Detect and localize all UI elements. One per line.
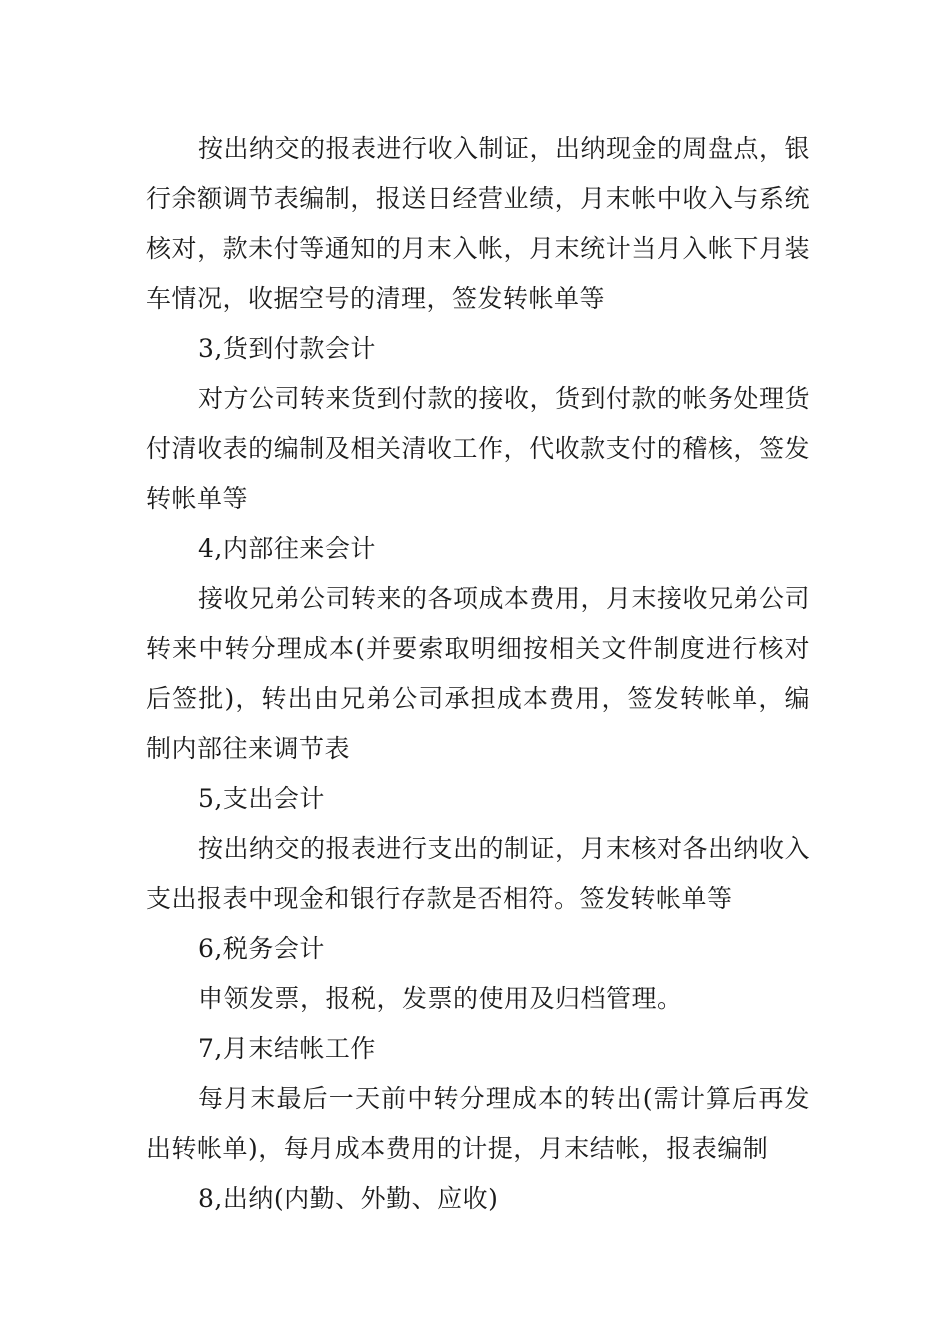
document-body: [146, 124, 810, 1224]
section-heading-month-end-closing: 7,月末结帐工作: [198, 1034, 376, 1063]
paragraph-cod-accounting: 对方公司转来货到付款的接收，货到付款的帐务处理货付清收表的编制及相关清收工作，代收款支付的稽核，签发转帐单等: [146, 384, 811, 513]
paragraph-revenue-accounting: 按出纳交的报表进行收入制证，出纳现金的周盘点，银行余额调节表编制，报送日经营业绩，月末帐中收入与系统核对，款未付等通知的月末入帐，月末统计当月入帐下月装车情况，收据空号的清理，签发转帐单等: [146, 134, 811, 313]
paragraph-internal-accounting: 接收兄弟公司转来的各项成本费用，月末接收兄弟公司转来中转分理成本(并要索取明细按相关文件制度进行核对后签批)，转出由兄弟公司承担成本费用，签发转帐单，编制内部往来调节表: [146, 584, 811, 763]
paragraph-expense-accounting: 按出纳交的报表进行支出的制证，月末核对各出纳收入支出报表中现金和银行存款是否相符。签发转帐单等: [146, 834, 811, 913]
section-heading-internal-accounting: 4,内部往来会计: [198, 534, 376, 563]
paragraph-tax-accounting: 申领发票，报税，发票的使用及归档管理。: [198, 984, 683, 1013]
section-heading-tax-accounting: 6,税务会计: [198, 934, 325, 963]
section-heading-cashier: 8,出纳(内勤、外勤、应收): [198, 1184, 499, 1213]
section-heading-expense-accounting: 5,支出会计: [198, 784, 325, 813]
paragraph-month-end-closing: 每月末最后一天前中转分理成本的转出(需计算后再发出转帐单)，每月成本费用的计提，月末结帐，报表编制: [146, 1084, 810, 1163]
section-heading-cod-accounting: 3,货到付款会计: [198, 334, 376, 363]
